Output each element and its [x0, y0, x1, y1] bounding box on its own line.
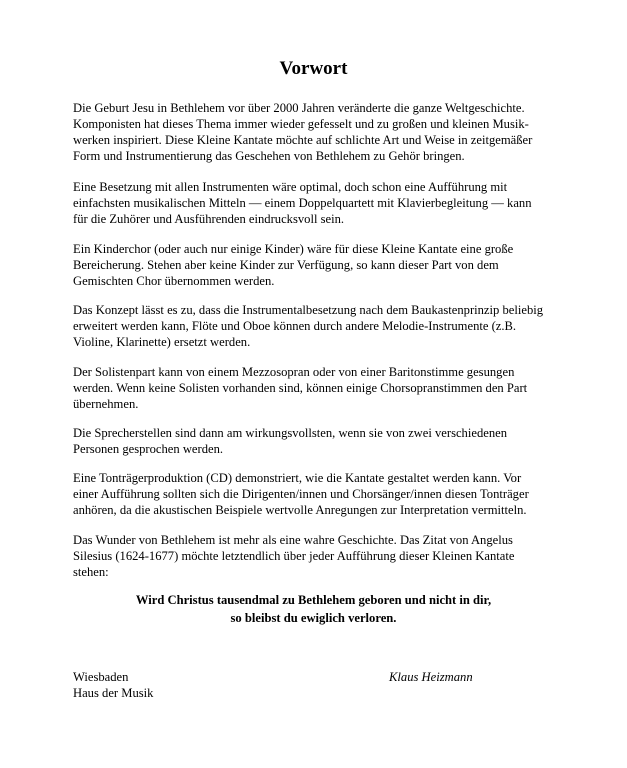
paragraph-line: Komponisten hat dieses Thema immer wieder gefesselt und zu großen und kleinen Musik-: [73, 117, 529, 131]
paragraph-line: Form und Instrumentierung das Geschehen von Bethlehem zu Gehör bringen.: [73, 149, 465, 163]
quote-line-1: Wird Christus tausendmal zu Bethlehem geboren und nicht in dir,: [135, 593, 492, 607]
paragraph-6: [73, 425, 593, 457]
signature-author: Klaus Heizmann: [389, 670, 473, 684]
paragraph-line: für die Zuhörer und Ausführenden eindrucksvoll sein.: [73, 212, 345, 226]
paragraph-line: Bereicherung. Stehen aber keine Kinder zur Verfügung, so kann dieser Part von dem: [73, 258, 499, 272]
paragraph-line: erweitert werden kann, Flöte und Oboe können durch andere Melodie-Instrumente (z.B.: [73, 319, 517, 333]
angelus-silesius-quote: [0, 591, 627, 627]
paragraph-3: [73, 241, 593, 289]
paragraph-line: Das Konzept lässt es zu, dass die Instrumentalbesetzung nach dem Baukastenprinzip beliebig: [73, 303, 544, 317]
paragraph-line: Die Geburt Jesu in Bethlehem vor über 2000 Jahren veränderte die ganze Weltgeschichte.: [73, 101, 525, 115]
paragraph-line: Die Sprecherstellen sind dann am wirkungsvollsten, wenn sie von zwei verschiedenen: [73, 426, 508, 440]
paragraph-line: einer Aufführung sollten sich die Dirigenten/innen und Chorsänger/innen diesen Tonträger: [73, 487, 529, 501]
paragraph-2: [73, 179, 593, 227]
paragraph-line: Silesius (1624-1677) möchte letztendlich über jeder Aufführung dieser Kleinen Kantate: [73, 549, 515, 563]
paragraph-line: werden. Wenn keine Solisten vorhanden sind, können einige Chorsopranstimmen den Part: [73, 381, 528, 395]
signature-institution: Haus der Musik: [73, 686, 154, 700]
paragraph-line: einfachsten musikalischen Mitteln — einem Doppelquartett mit Klavierbegleitung — kann: [73, 196, 532, 210]
paragraph-line: Eine Besetzung mit allen Instrumenten wäre optimal, doch schon eine Aufführung mit: [73, 180, 508, 194]
paragraph-line: anhören, da die akustischen Beispiele wertvolle Anregungen zur Interpretation vermitteln.: [73, 503, 527, 517]
paragraph-4: [73, 302, 593, 350]
quote-line-2: so bleibst du ewiglich verloren.: [230, 611, 397, 625]
paragraph-line: Violine, Klarinette) ersetzt werden.: [73, 335, 251, 349]
signature-location: [73, 669, 153, 701]
paragraph-line: Gemischten Chor übernommen werden.: [73, 274, 275, 288]
paragraph-line: stehen:: [73, 565, 109, 579]
paragraph-1: [73, 100, 593, 164]
paragraph-line: Ein Kinderchor (oder auch nur einige Kinder) wäre für diese Kleine Kantate eine große: [73, 242, 514, 256]
paragraph-line: Personen gesprochen werden.: [73, 442, 224, 456]
paragraph-7: [73, 470, 593, 518]
paragraph-5: [73, 364, 593, 412]
paragraph-line: Das Wunder von Bethlehem ist mehr als eine wahre Geschichte. Das Zitat von Angelus: [73, 533, 513, 547]
page-title: Vorwort: [279, 58, 348, 79]
paragraph-line: werken inspiriert. Diese Kleine Kantate möchte auf schlichte Art und Weise in zeitgemäßer: [73, 133, 533, 147]
signature-place: Wiesbaden: [73, 670, 129, 684]
paragraph-line: Eine Tonträgerproduktion (CD) demonstriert, wie die Kantate gestaltet werden kann. Vor: [73, 471, 522, 485]
paragraph-line: übernehmen.: [73, 397, 139, 411]
paragraph-line: Der Solistenpart kann von einem Mezzosopran oder von einer Baritonstimme gesungen: [73, 365, 515, 379]
paragraph-8: [73, 532, 593, 580]
